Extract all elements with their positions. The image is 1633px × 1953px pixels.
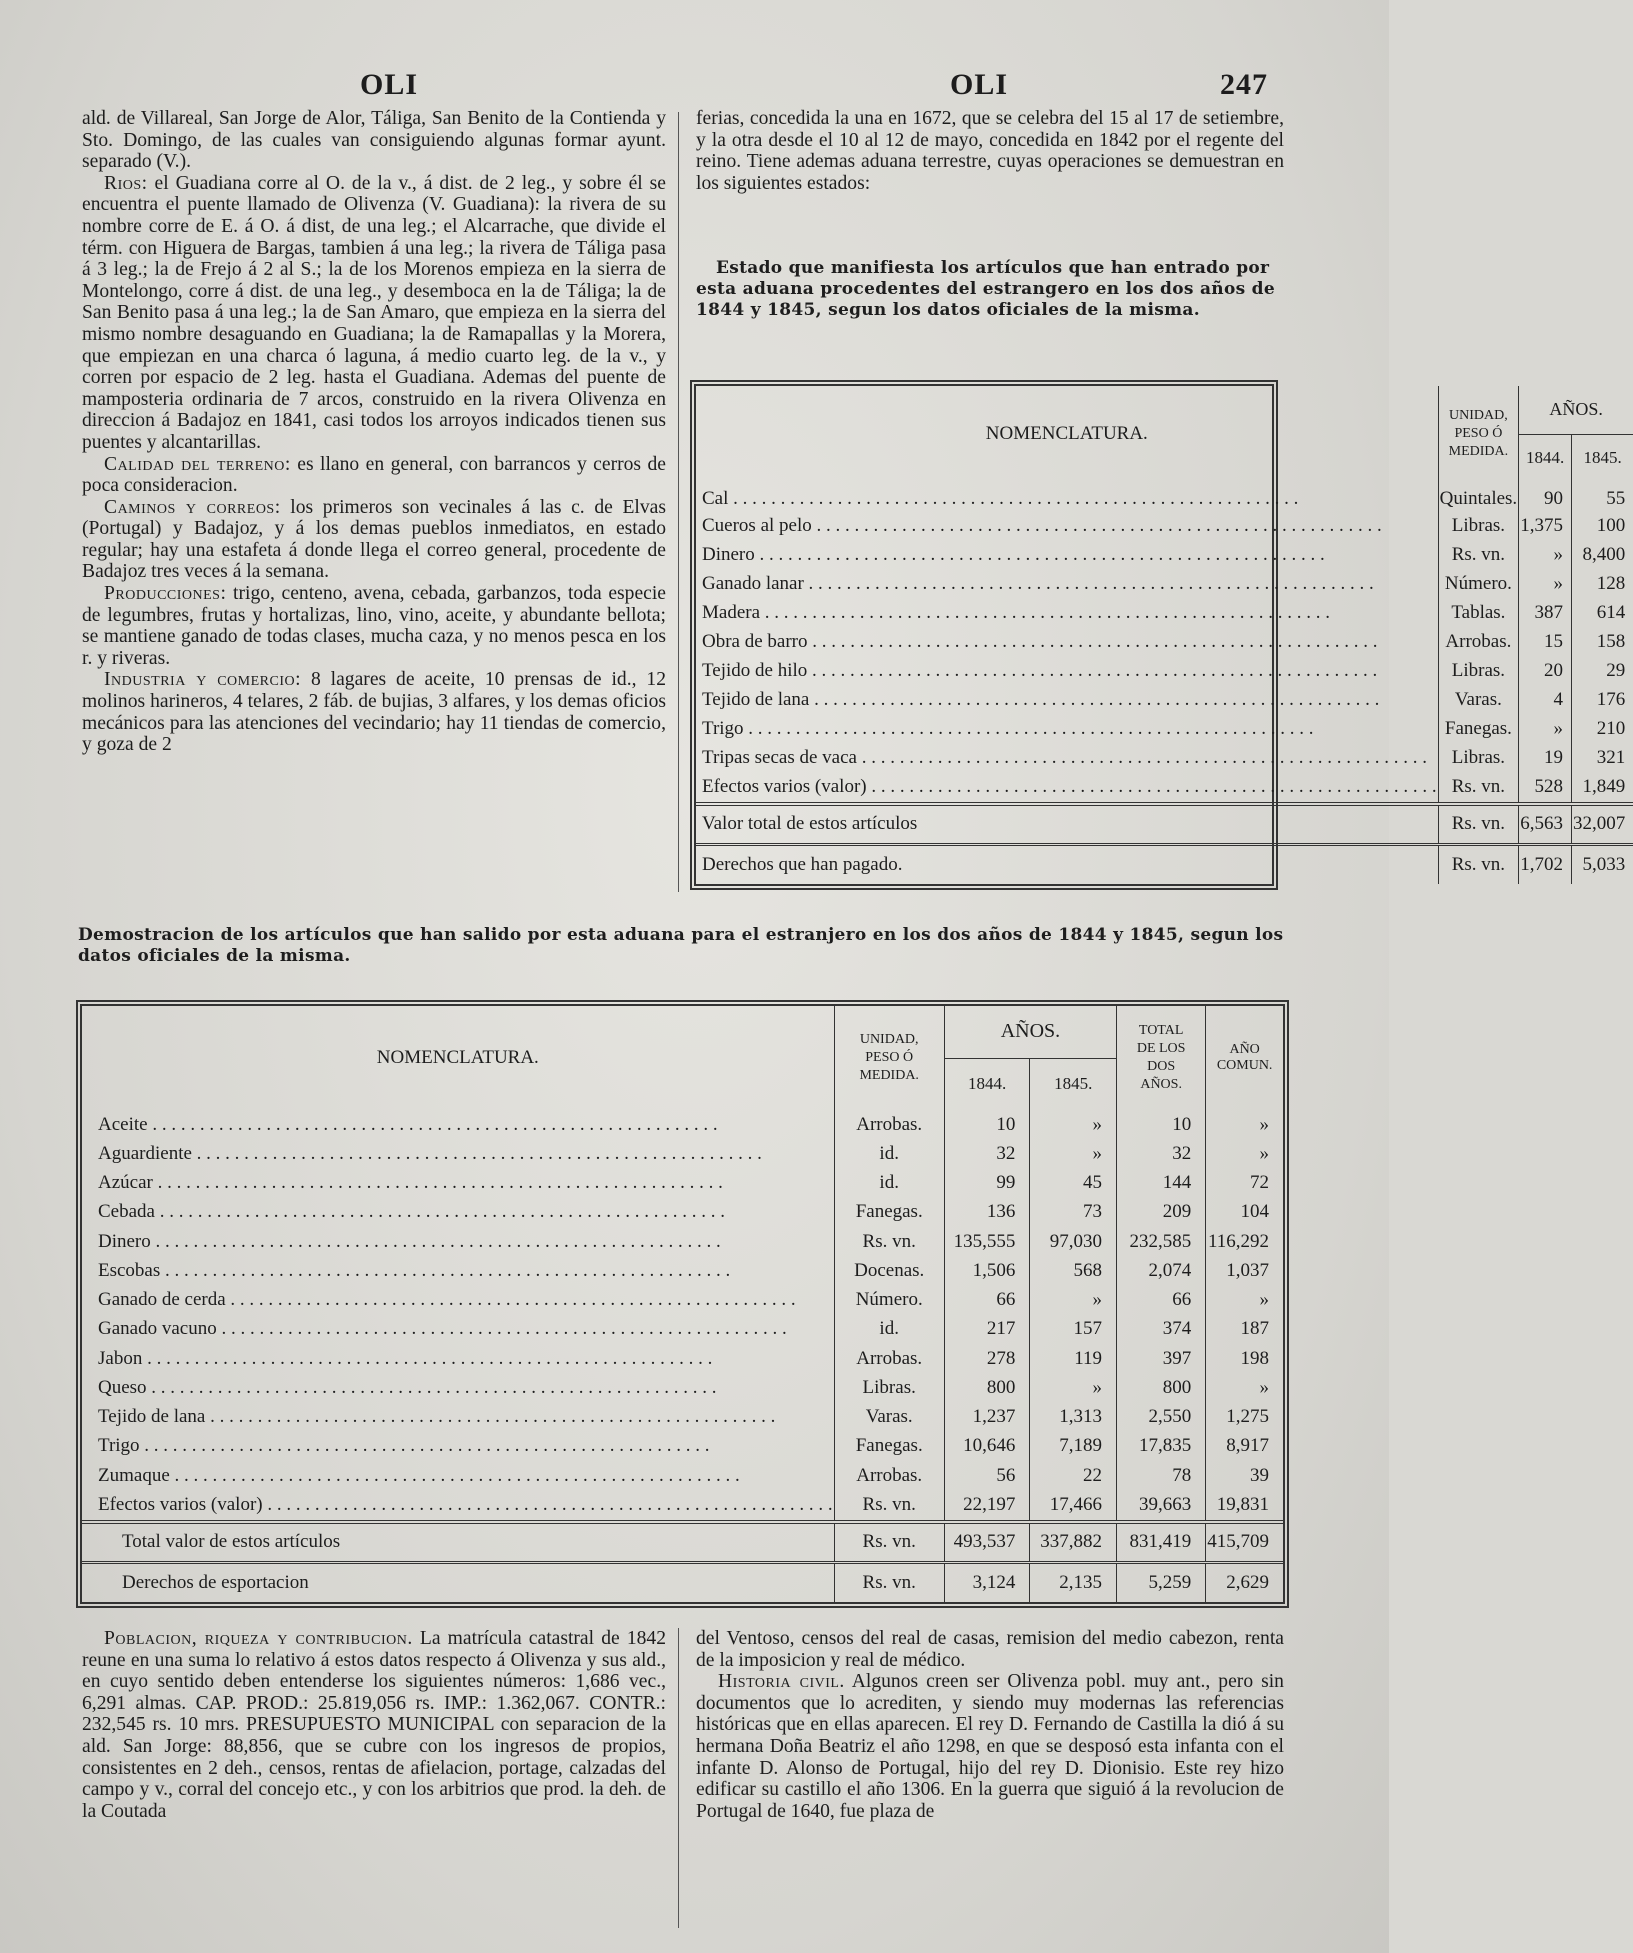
imports-header-1845: 1845.	[1583, 448, 1622, 468]
exports-item-total: 39,663	[1117, 1490, 1206, 1522]
paragraph-historia	[696, 1671, 1284, 1822]
imports-item-1844: 1,375	[1519, 511, 1572, 540]
table-row	[696, 540, 1633, 569]
exports-item-1845: 45	[1030, 1169, 1117, 1198]
industria-label: Industria y comercio:	[104, 669, 302, 691]
table-row	[82, 1198, 1283, 1227]
imports-item-1845: 210	[1596, 717, 1626, 739]
imports-total-unit: Rs. vn.	[1438, 804, 1519, 844]
table2-caption: Demostracion de los artículos que han salido por esta aduana para el estranjero en los dos años de 1844 y 1845, segun los datos oficiales de la misma.	[78, 925, 1284, 966]
imports-item-name: Dinero . . . . . . . . . . . . . . . . . . . . . . . . . . . . . . . . . . . . . . . . . . . . . . . . . . . . . . . . . . . .	[696, 540, 1438, 569]
exports-item-name: Jabon . . . . . . . . . . . . . . . . . . . . . . . . . . . . . . . . . . . . . . . . . . . . . . . . . . . . . . . . . . . .	[82, 1344, 834, 1373]
column-divider-top	[678, 112, 679, 892]
exports-item-unit: id.	[834, 1139, 944, 1168]
paragraph-aldeas: ald. de Villareal, San Jorge de Alor, Táliga, San Benito de la Contienda y Sto. Domingo, de las cuales van consiguiendo algunas formar ayunt. separado (V.).	[82, 108, 666, 173]
exports-item-name: Azúcar . . . . . . . . . . . . . . . . . . . . . . . . . . . . . . . . . . . . . . . . . . . . . . . . . . . . . . . . . . . .	[82, 1169, 834, 1198]
table-row	[82, 1256, 1283, 1285]
exports-item-total: 144	[1117, 1169, 1206, 1198]
imports-header-unit: UNIDAD, PESO Ó MEDIDA.	[1438, 386, 1519, 482]
exports-item-1844: 22,197	[944, 1490, 1030, 1522]
exports-item-unit: Rs. vn.	[834, 1227, 944, 1256]
imports-item-name: Tejido de lana . . . . . . . . . . . . . . . . . . . . . . . . . . . . . . . . . . . . . . . . . . . . . . . . . . . . . . . . . . . .	[696, 685, 1438, 714]
imports-item-name: Tripas secas de vaca . . . . . . . . . . . . . . . . . . . . . . . . . . . . . . . . . . . . . . . . . . . . . . . . . . . . . . . . . . . .	[696, 743, 1438, 772]
imports-duties-unit: Rs. vn.	[1438, 844, 1519, 884]
exports-item-name: Tejido de lana . . . . . . . . . . . . . . . . . . . . . . . . . . . . . . . . . . . . . . . . . . . . . . . . . . . . . . . . . . . .	[82, 1403, 834, 1432]
paragraph-ventoso: del Ventoso, censos del real de casas, remision del medio cabezon, renta de la imposicion y real de médico.	[696, 1628, 1284, 1671]
imports-item-name: Trigo . . . . . . . . . . . . . . . . . . . . . . . . . . . . . . . . . . . . . . . . . . . . . . . . . . . . . . . . . . . .	[696, 714, 1438, 743]
exports-item-unit: Rs. vn.	[834, 1490, 944, 1522]
exports-item-name: Aceite . . . . . . . . . . . . . . . . . . . . . . . . . . . . . . . . . . . . . . . . . . . . . . . . . . . . . . . . . . . .	[82, 1110, 834, 1139]
exports-item-total: 17,835	[1117, 1432, 1206, 1461]
exports-duties-1844: 3,124	[944, 1562, 1030, 1602]
exports-item-name: Trigo . . . . . . . . . . . . . . . . . . . . . . . . . . . . . . . . . . . . . . . . . . . . . . . . . . . . . . . . . . . .	[82, 1432, 834, 1461]
exports-item-comun: 39	[1250, 1464, 1269, 1486]
exports-item-unit: Número.	[834, 1286, 944, 1315]
imports-item-name: Tejido de hilo . . . . . . . . . . . . . . . . . . . . . . . . . . . . . . . . . . . . . . . . . . . . . . . . . . . . . . . . . . . .	[696, 656, 1438, 685]
imports-header-nomenclatura: NOMENCLATURA.	[696, 386, 1438, 482]
exports-item-total: 2,074	[1117, 1256, 1206, 1285]
exports-duties-unit: Rs. vn.	[834, 1562, 944, 1602]
exports-item-name: Zumaque . . . . . . . . . . . . . . . . . . . . . . . . . . . . . . . . . . . . . . . . . . . . . . . . . . . . . . . . . . . .	[82, 1461, 834, 1490]
exports-item-comun: 116,292	[1207, 1230, 1269, 1252]
exports-item-comun: 104	[1240, 1201, 1269, 1223]
right-column	[696, 108, 1284, 194]
exports-item-1844: 10,646	[944, 1432, 1030, 1461]
exports-table	[76, 1000, 1289, 1608]
exports-item-total: 78	[1117, 1461, 1206, 1490]
exports-item-name: Efectos varios (valor) . . . . . . . . . . . . . . . . . . . . . . . . . . . . . . . . . . . . . . . . . . . . . . . . . . . . . . . . . . . .	[82, 1490, 834, 1522]
exports-item-1845: 7,189	[1030, 1432, 1117, 1461]
exports-item-comun: »	[1259, 1113, 1269, 1135]
exports-item-unit: Fanegas.	[834, 1432, 944, 1461]
exports-total-1844: 493,537	[944, 1522, 1030, 1562]
imports-item-1845: 128	[1596, 572, 1626, 594]
imports-item-1845: 55	[1606, 488, 1626, 510]
imports-total-1845: 32,007	[1572, 813, 1626, 835]
exports-item-1844: 1,237	[944, 1403, 1030, 1432]
imports-item-1845: 321	[1596, 746, 1626, 768]
exports-item-1844: 800	[944, 1373, 1030, 1402]
bottom-right-column	[696, 1628, 1284, 1822]
exports-item-unit: Fanegas.	[834, 1198, 944, 1227]
imports-item-unit: Tablas.	[1438, 598, 1519, 627]
exports-item-total: 209	[1117, 1198, 1206, 1227]
imports-item-unit: Rs. vn.	[1438, 540, 1519, 569]
exports-item-comun: 19,831	[1216, 1494, 1269, 1516]
paragraph-caminos	[82, 497, 666, 583]
exports-item-1844: 278	[944, 1344, 1030, 1373]
paragraph-ferias: ferias, concedida la una en 1672, que se celebra del 15 al 17 de setiembre, y la otra desde el 10 al 12 de mayo, concedida en 1842 por el regente del reino. Tiene ademas aduana terrestre, cuyas operaciones se demuestran en los siguientes estados:	[696, 108, 1284, 194]
exports-item-name: Queso . . . . . . . . . . . . . . . . . . . . . . . . . . . . . . . . . . . . . . . . . . . . . . . . . . . . . . . . . . . .	[82, 1373, 834, 1402]
exports-table-grid	[82, 1006, 1283, 1602]
exports-duties-label: Derechos de esportacion	[82, 1562, 834, 1602]
imports-total-label: Valor total de estos artículos	[696, 804, 1438, 844]
table-row	[696, 772, 1633, 804]
exports-item-1845: 1,313	[1030, 1403, 1117, 1432]
historia-text: Algunos creen ser Olivenza pobl. muy ant., pero sin documentos que lo acrediten, y siendo muy modernas las referencias históricas que en ellas aparecen. El rey D. Fernando de Castilla la dió á su hermana Doña Beatriz el año 1298, en que se desposó esta infanta con el infante D. Alonso de Portugal, hijo del rey D. Dionisio. Este rey hizo edificar su castillo el año 1306. En la guerra que siguió á la revolucion de Portugal de 1640, fue plaza de	[696, 1671, 1284, 1822]
imports-duties-1845: 5,033	[1582, 853, 1626, 875]
exports-item-comun: »	[1259, 1289, 1269, 1311]
left-column	[82, 108, 666, 756]
exports-item-total: 2,550	[1117, 1403, 1206, 1432]
imports-duties-1844: 1,702	[1519, 844, 1572, 884]
exports-table-body	[82, 1110, 1283, 1522]
exports-item-total: 66	[1117, 1286, 1206, 1315]
exports-item-1845: 157	[1030, 1315, 1117, 1344]
terreno-label: Calidad del terreno:	[104, 453, 291, 475]
exports-item-unit: id.	[834, 1315, 944, 1344]
imports-item-unit: Libras.	[1438, 743, 1519, 772]
imports-table	[690, 380, 1626, 890]
imports-item-unit: Varas.	[1438, 685, 1519, 714]
exports-item-name: Escobas . . . . . . . . . . . . . . . . . . . . . . . . . . . . . . . . . . . . . . . . . . . . . . . . . . . . . . . . . . . .	[82, 1256, 834, 1285]
imports-item-name: Madera . . . . . . . . . . . . . . . . . . . . . . . . . . . . . . . . . . . . . . . . . . . . . . . . . . . . . . . . . . . .	[696, 598, 1438, 627]
exports-total-total: 831,419	[1117, 1522, 1206, 1562]
table-row	[82, 1169, 1283, 1198]
table1-caption: Estado que manifiesta los artículos que han entrado por esta aduana procedentes del estrangero en los dos años de 1844 y 1845, segun los datos oficiales de la misma.	[696, 258, 1275, 320]
exports-item-1845: 97,030	[1030, 1227, 1117, 1256]
imports-item-1845: 100	[1596, 514, 1626, 536]
exports-item-1844: 10	[944, 1110, 1030, 1139]
exports-item-comun: »	[1259, 1376, 1269, 1398]
exports-item-comun: 187	[1240, 1318, 1269, 1340]
column-divider-bottom	[678, 1628, 679, 1928]
table-row	[82, 1432, 1283, 1461]
table-row	[696, 685, 1633, 714]
page-number: 247	[1220, 68, 1268, 101]
exports-total-row	[82, 1522, 1283, 1562]
table-row	[82, 1373, 1283, 1402]
exports-total-comun: 415,709	[1207, 1531, 1269, 1553]
imports-duties-row	[696, 844, 1633, 884]
table-row	[696, 598, 1633, 627]
imports-item-1845: 158	[1596, 630, 1626, 652]
exports-duties-1845: 2,135	[1030, 1562, 1117, 1602]
imports-item-1844: 15	[1519, 627, 1572, 656]
imports-total-1844: 6,563	[1519, 804, 1572, 844]
imports-item-1845: 8,400	[1582, 543, 1626, 565]
imports-item-name: Efectos varios (valor) . . . . . . . . . . . . . . . . . . . . . . . . . . . . . . . . . . . . . . . . . . . . . . . . . . . . . . . . . . . .	[696, 772, 1438, 804]
exports-item-unit: Arrobas.	[834, 1461, 944, 1490]
imports-item-1844: 387	[1519, 598, 1572, 627]
exports-item-1845: 73	[1030, 1198, 1117, 1227]
imports-item-unit: Fanegas.	[1438, 714, 1519, 743]
exports-header-1845: 1845.	[1030, 1058, 1117, 1110]
imports-duties-label: Derechos que han pagado.	[696, 844, 1438, 884]
table-row	[82, 1227, 1283, 1256]
imports-header-years: AÑOS.	[1519, 386, 1633, 434]
exports-item-1844: 217	[944, 1315, 1030, 1344]
paragraph-industria	[82, 669, 666, 755]
industria-text: 8 lagares de aceite, 10 prensas de id., 12 molinos harineros, 4 telares, 2 fáb. de bujias, 3 alfares, y los demas oficios mecánicos para las atenciones del vecindario; hay 11 tiendas de comercio, y goza de 2	[82, 669, 666, 756]
exports-item-total: 800	[1117, 1373, 1206, 1402]
table-row	[82, 1286, 1283, 1315]
imports-item-1844: »	[1519, 569, 1572, 598]
imports-item-1844: »	[1519, 540, 1572, 569]
exports-item-comun: 1,037	[1226, 1259, 1269, 1281]
table-row	[696, 511, 1633, 540]
exports-item-1845: 22	[1030, 1461, 1117, 1490]
imports-item-1845: 176	[1596, 688, 1626, 710]
exports-header-unit: UNIDAD, PESO Ó MEDIDA.	[834, 1006, 944, 1110]
exports-header-nomenclatura: NOMENCLATURA.	[82, 1006, 834, 1110]
exports-item-unit: Arrobas.	[834, 1344, 944, 1373]
rios-label: Rios:	[104, 172, 148, 194]
historia-label: Historia civil.	[718, 1671, 845, 1693]
exports-item-unit: Arrobas.	[834, 1110, 944, 1139]
imports-table-body	[696, 482, 1633, 804]
exports-item-comun: 8,917	[1226, 1435, 1269, 1457]
imports-total-row	[696, 804, 1633, 844]
imports-item-1845: 614	[1596, 601, 1626, 623]
exports-item-unit: Varas.	[834, 1403, 944, 1432]
exports-total-label: Total valor de estos artículos	[82, 1522, 834, 1562]
exports-header-total: TOTAL DE LOS DOS AÑOS.	[1117, 1006, 1206, 1110]
exports-item-1845: 17,466	[1030, 1490, 1117, 1522]
exports-total-1845: 337,882	[1030, 1522, 1117, 1562]
imports-item-name: Obra de barro . . . . . . . . . . . . . . . . . . . . . . . . . . . . . . . . . . . . . . . . . . . . . . . . . . . . . . . . . . . .	[696, 627, 1438, 656]
exports-item-total: 374	[1117, 1315, 1206, 1344]
table-row	[82, 1461, 1283, 1490]
table-row	[696, 743, 1633, 772]
exports-header-years: AÑOS.	[944, 1006, 1116, 1058]
exports-duties-row	[82, 1562, 1283, 1602]
poblacion-text: La matrícula catastral de 1842 reune en una suma lo relativo á estos datos respecto á Olivenza y sus ald., en cuyo sentido deben entenderse los siguientes números: 1,686 vec., 6,291 almas. CAP. PROD.: 25.819,056 rs. IMP.: 1.362,067. CONTR.: 232,545 rs. 10 mrs. PRESUPUESTO MUNICIPAL con separacion de la ald. San Jorge: 88,856, que se cubre con los ingresos de propios, consistentes en 2 deh., censos, rentas de afielacion, portage, calzadas del campo y v., corral del concejo etc., y con los arbitrios que prod. la deh. de la Coutada	[82, 1628, 667, 1822]
table-row	[696, 482, 1633, 511]
exports-item-unit: id.	[834, 1169, 944, 1198]
exports-item-1844: 99	[944, 1169, 1030, 1198]
running-head-left: OLI	[360, 68, 419, 101]
paragraph-poblacion	[82, 1628, 666, 1822]
exports-item-1845: »	[1030, 1139, 1117, 1168]
imports-item-1845: 29	[1606, 659, 1626, 681]
rios-text: el Guadiana corre al O. de la v., á dist. de 2 leg., y sobre él se encuentra el puente llamado de Olivenza (V. Guadiana): la rivera de su nombre corre de E. á O. á dist, de una leg.; el Alcarrache, que divide el térm. con Higuera de Bargas, tambien á una leg.; la rivera de Táliga pasa á 3 leg.; la de Frejo á 2 al S.; la de los Morenos empieza en la sierra de Montelongo, corre á dist. de una leg., y desemboca en la de Táliga; la de San Benito pasa á una leg.; la de San Amaro, que empieza en la sierra del mismo nombre desaguando en Guadiana; la de Ramapallas y la Morera, que empiezan en una charca ó laguna, á medio cuarto leg. de la v., y corren por espacio de 2 leg. hasta el Guadiana. Ademas del puente de mamposteria ordinaria de 7 arcos, construido en la rivera Olivenza en direccion á Badajoz en 1841, casi todos los arroyos indicados tienen sus puentes y alcantarillas.	[82, 172, 666, 453]
exports-item-total: 32	[1117, 1139, 1206, 1168]
exports-item-1845: »	[1030, 1286, 1117, 1315]
exports-header-1844: 1844.	[944, 1058, 1030, 1110]
exports-item-name: Dinero . . . . . . . . . . . . . . . . . . . . . . . . . . . . . . . . . . . . . . . . . . . . . . . . . . . . . . . . . . . .	[82, 1227, 834, 1256]
imports-item-unit: Arrobas.	[1438, 627, 1519, 656]
exports-item-name: Cebada . . . . . . . . . . . . . . . . . . . . . . . . . . . . . . . . . . . . . . . . . . . . . . . . . . . . . . . . . . . .	[82, 1198, 834, 1227]
exports-item-unit: Docenas.	[834, 1256, 944, 1285]
imports-item-1844: 528	[1519, 772, 1572, 804]
poblacion-label: Poblacion, riqueza y contribucion.	[104, 1628, 413, 1649]
table-row	[696, 627, 1633, 656]
imports-table-grid	[696, 386, 1633, 884]
imports-item-1844: 19	[1519, 743, 1572, 772]
table-row	[82, 1403, 1283, 1432]
producciones-label: Producciones:	[104, 583, 227, 605]
exports-item-1844: 66	[944, 1286, 1030, 1315]
exports-item-name: Ganado vacuno . . . . . . . . . . . . . . . . . . . . . . . . . . . . . . . . . . . . . . . . . . . . . . . . . . . . . . . . . . . .	[82, 1315, 834, 1344]
imports-item-1844: 90	[1519, 482, 1572, 511]
imports-item-name: Ganado lanar . . . . . . . . . . . . . . . . . . . . . . . . . . . . . . . . . . . . . . . . . . . . . . . . . . . . . . . . . . . .	[696, 569, 1438, 598]
table-row	[82, 1315, 1283, 1344]
bottom-left-column	[82, 1628, 666, 1822]
paragraph-producciones	[82, 583, 666, 669]
imports-item-1845: 1,849	[1582, 776, 1626, 798]
exports-item-comun: »	[1259, 1142, 1269, 1164]
table-row	[82, 1139, 1283, 1168]
imports-item-unit: Rs. vn.	[1438, 772, 1519, 804]
exports-item-total: 232,585	[1117, 1227, 1206, 1256]
imports-header-1844: 1844.	[1519, 434, 1572, 482]
imports-item-name: Cal . . . . . . . . . . . . . . . . . . . . . . . . . . . . . . . . . . . . . . . . . . . . . . . . . . . . . . . . . . . .	[696, 482, 1438, 511]
caminos-text: los primeros son vecinales á las c. de Elvas (Portugal) y Badajoz, y á los demas pueblos inmediatos, en estado regular; hay una estafeta á donde llega el correo general, procedente de Badajoz tres veces á la semana.	[82, 496, 666, 583]
exports-header-comun: AÑO COMUN.	[1216, 1042, 1273, 1073]
exports-item-1845: »	[1030, 1373, 1117, 1402]
exports-item-unit: Libras.	[834, 1373, 944, 1402]
table-row	[82, 1110, 1283, 1139]
exports-item-total: 397	[1117, 1344, 1206, 1373]
exports-duties-total: 5,259	[1117, 1562, 1206, 1602]
table-row	[696, 714, 1633, 743]
paragraph-terreno	[82, 454, 666, 497]
imports-item-unit: Libras.	[1438, 656, 1519, 685]
exports-item-1844: 32	[944, 1139, 1030, 1168]
table-row	[82, 1490, 1283, 1522]
exports-total-unit: Rs. vn.	[834, 1522, 944, 1562]
table-row	[696, 656, 1633, 685]
table-row	[696, 569, 1633, 598]
imports-item-1844: 20	[1519, 656, 1572, 685]
exports-item-total: 10	[1117, 1110, 1206, 1139]
exports-item-1844: 136	[944, 1198, 1030, 1227]
terreno-text: es llano en general, con barrancos y cerros de poca consideracion.	[82, 453, 666, 497]
exports-item-comun: 72	[1250, 1172, 1269, 1194]
exports-item-1845: 568	[1030, 1256, 1117, 1285]
exports-item-1845: »	[1030, 1110, 1117, 1139]
exports-item-1845: 119	[1030, 1344, 1117, 1373]
imports-item-unit: Libras.	[1438, 511, 1519, 540]
exports-item-name: Aguardiente . . . . . . . . . . . . . . . . . . . . . . . . . . . . . . . . . . . . . . . . . . . . . . . . . . . . . . . . . . . .	[82, 1139, 834, 1168]
exports-item-comun: 198	[1240, 1347, 1269, 1369]
imports-item-unit: Quintales.	[1438, 482, 1519, 511]
imports-item-1844: »	[1519, 714, 1572, 743]
imports-item-name: Cueros al pelo . . . . . . . . . . . . . . . . . . . . . . . . . . . . . . . . . . . . . . . . . . . . . . . . . . . . . . . . . . . .	[696, 511, 1438, 540]
imports-item-1844: 4	[1519, 685, 1572, 714]
producciones-text: trigo, centeno, avena, cebada, garbanzos, toda especie de legumbres, frutas y hortalizas, lino, vino, aceite, y abundante bellota; se mantiene ganado de todas clases, mucha caza, y no menos pesca en los r. y riveras.	[82, 583, 666, 669]
running-head-center: OLI	[950, 68, 1009, 101]
exports-item-1844: 135,555	[944, 1227, 1030, 1256]
exports-duties-comun: 2,629	[1226, 1571, 1269, 1593]
exports-item-comun: 1,275	[1226, 1406, 1269, 1428]
exports-item-1844: 1,506	[944, 1256, 1030, 1285]
exports-item-1844: 56	[944, 1461, 1030, 1490]
paragraph-rios	[82, 173, 666, 454]
imports-item-unit: Número.	[1438, 569, 1519, 598]
exports-item-name: Ganado de cerda . . . . . . . . . . . . . . . . . . . . . . . . . . . . . . . . . . . . . . . . . . . . . . . . . . . . . . . . . . . .	[82, 1286, 834, 1315]
table-row	[82, 1344, 1283, 1373]
caminos-label: Caminos y correos:	[104, 496, 281, 518]
